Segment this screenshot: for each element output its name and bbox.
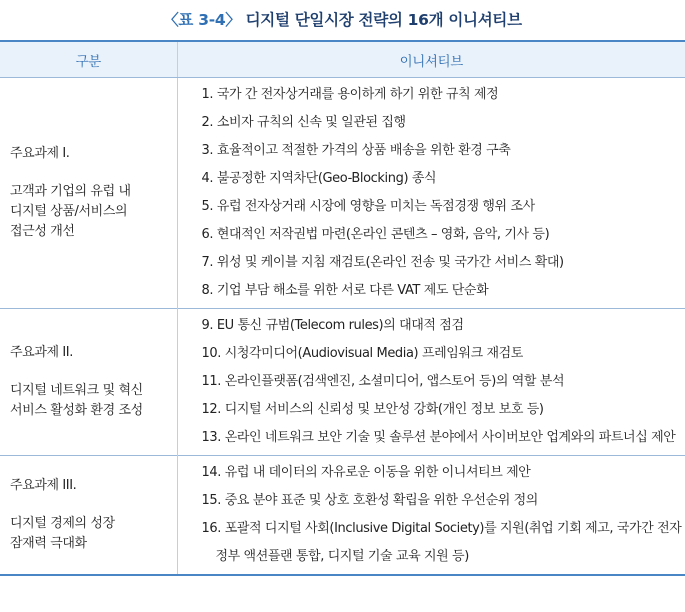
initiative-item: 14. 유럽 내 데이터의 자유로운 이동을 위한 이니셔티브 제안 — [201, 465, 531, 480]
header-row — [0, 41, 685, 78]
header-initiative: 이니셔티브 — [177, 41, 685, 78]
topic-description — [10, 514, 176, 554]
table-caption — [0, 8, 685, 30]
desc-line: 서비스 활성화 환경 조성 — [10, 403, 143, 418]
table-row — [0, 78, 685, 309]
topic-label: 주요과제 I. — [10, 146, 70, 161]
initiative-item: 8. 기업 부담 해소를 위한 서로 다른 VAT 제도 단순화 — [201, 283, 489, 298]
initiative-item: 11. 온라인플랫폼(검색엔진, 소셜미디어, 앱스토어 등)의 역할 분석 — [201, 374, 565, 389]
initiatives-table — [0, 40, 685, 576]
header-category: 구분 — [0, 41, 177, 78]
initiative-list — [177, 456, 685, 576]
initiative-item: 16. 포괄적 디지털 사회(Inclusive Digital Society)를 지원(취업 기회 제고, 국가간 전자정부 액션플랜 통합, 디지털 기술 교육 지원 등) — [201, 521, 682, 564]
initiative-item: 6. 현대적인 저작권법 마련(온라인 콘텐츠 – 영화, 음악, 기사 등) — [201, 227, 550, 242]
desc-line: 접근성 개선 — [10, 224, 75, 239]
initiative-item: 9. EU 통신 규범(Telecom rules)의 대대적 점검 — [201, 318, 464, 333]
initiative-item: 2. 소비자 규칙의 신속 및 일관된 집행 — [201, 115, 406, 130]
initiative-item: 15. 중요 분야 표준 및 상호 호환성 확립을 위한 우선순위 정의 — [201, 493, 538, 508]
category-cell — [0, 456, 177, 576]
table-row — [0, 456, 685, 576]
desc-line: 디지털 상품/서비스의 — [10, 204, 128, 219]
category-cell — [0, 309, 177, 456]
initiative-item: 3. 효율적이고 적절한 가격의 상품 배송을 위한 환경 구축 — [201, 143, 511, 158]
topic-label: 주요과제 III. — [10, 478, 77, 493]
initiative-item: 12. 디지털 서비스의 신뢰성 및 보안성 강화(개인 정보 보호 등) — [201, 402, 544, 417]
topic-description — [10, 182, 176, 242]
topic-description — [10, 381, 176, 421]
initiative-item: 4. 불공정한 지역차단(Geo-Blocking) 종식 — [201, 171, 437, 186]
desc-line: 잠재력 극대화 — [10, 536, 87, 551]
initiative-item: 1. 국가 간 전자상거래를 용이하게 하기 위한 규칙 제정 — [201, 87, 499, 102]
table-title: 디지털 단일시장 전략의 16개 이니셔티브 — [245, 11, 522, 29]
desc-line: 디지털 네트워크 및 혁신 — [10, 383, 143, 398]
initiative-item: 5. 유럽 전자상거래 시장에 영향을 미치는 독점경쟁 행위 조사 — [201, 199, 535, 214]
initiative-list — [177, 78, 685, 309]
table-number: 〈표 3-4〉 — [163, 11, 241, 29]
table-row — [0, 309, 685, 456]
initiative-item: 13. 온라인 네트워크 보안 기술 및 솔루션 분야에서 사이버보안 업계와의 파트너십 제안 — [201, 430, 676, 445]
initiative-item: 10. 시청각미디어(Audiovisual Media) 프레임워크 재검토 — [201, 346, 523, 361]
desc-line: 고객과 기업의 유럽 내 — [10, 184, 131, 199]
category-cell — [0, 78, 177, 309]
desc-line: 디지털 경제의 성장 — [10, 516, 115, 531]
topic-label: 주요과제 II. — [10, 345, 73, 360]
initiative-item: 7. 위성 및 케이블 지침 재검토(온라인 전송 및 국가간 서비스 확대) — [201, 255, 564, 270]
initiative-list — [177, 309, 685, 456]
